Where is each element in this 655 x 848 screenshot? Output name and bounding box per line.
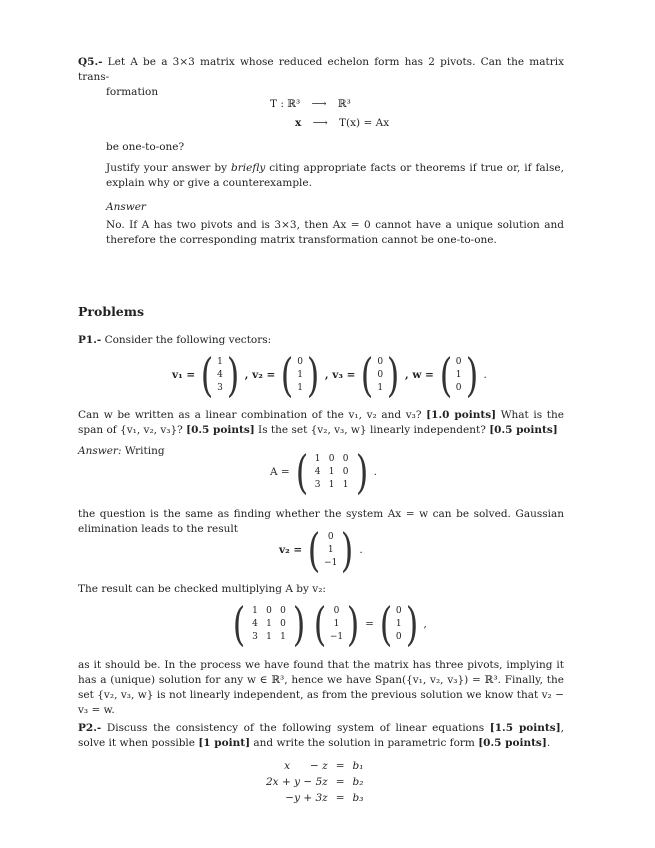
p2-eq2-sign: = (335, 776, 345, 788)
check-entry: 1 (266, 631, 272, 642)
p1-v2-res-vector (305, 523, 356, 577)
v3-entry: 0 (377, 369, 384, 380)
v1-entry: 3 (217, 382, 223, 393)
p1-w-name: , w = (405, 368, 434, 381)
p1-v3-entries (376, 356, 384, 395)
p1-v1-name: v₁ = (172, 368, 196, 381)
v2-entry: 1 (297, 369, 303, 380)
q5-map-line1 (270, 97, 351, 112)
p1-vectors (172, 348, 487, 402)
p1-v1-entries (216, 356, 224, 395)
p1-conclusion: as it should be. In the process we have found that the matrix has three pivots, implying it has a (unique) solution for any w ∈ ℝ³, hence we have Span({v₁, v₂, v₃}) = ℝ³. Finally, the set {v₂, v₃, w} is not linearly independent, as from the previous solution we know that v₂ − v₃ = w. (78, 659, 564, 716)
q5-continuation (106, 140, 564, 248)
p1-points-c: [0.5 points] (489, 424, 558, 436)
p1-v2-name: , v₂ = (244, 368, 276, 381)
question-q5 (78, 55, 564, 100)
p2-points-c: [0.5 points] (478, 737, 547, 749)
p1-check-matrix (230, 597, 308, 651)
check-res-entry: 0 (395, 605, 402, 616)
period: . (373, 465, 377, 478)
q5-line1: Let A be a 3×3 matrix whose reduced echelon form has 2 pivots. Can the matrix trans- (78, 56, 564, 83)
p1-v1-vector (198, 348, 242, 402)
paren-right: ) (405, 597, 418, 651)
paren-right: ) (355, 445, 368, 499)
q5-answer-label: Answer (106, 201, 146, 213)
w-entry: 0 (455, 356, 462, 367)
q5-map-R3: ℝ³ (337, 98, 351, 110)
paren-right: ) (292, 597, 306, 651)
p1-v2-res-name: v₂ = (279, 543, 303, 556)
A-entry: 0 (342, 466, 349, 477)
v2-entry: 0 (297, 356, 303, 367)
paren-left: ( (439, 348, 453, 402)
v2-entry: 1 (297, 382, 303, 393)
paren-left: ( (200, 348, 214, 402)
p1-v2-result (279, 523, 363, 577)
p2-text-d: . (546, 737, 551, 749)
p2-eq3 (262, 790, 367, 806)
p1-A-name: A = (270, 465, 290, 478)
p1-A-matrix (293, 445, 371, 499)
A-entry: 1 (342, 479, 349, 490)
p2-eq1 (262, 758, 367, 774)
p1-points-b: [0.5 points] (186, 424, 255, 436)
paren-left: ( (307, 523, 321, 577)
check-entry: 0 (266, 605, 272, 616)
p2-statement (78, 721, 564, 751)
paren-right: ) (306, 348, 320, 402)
p2-eq2-rhs: b₂ (352, 776, 364, 788)
p1-v3-name: , v₃ = (324, 368, 356, 381)
p1-w-vector (437, 348, 481, 402)
q5-map-x: x (295, 117, 302, 129)
A-entry: 1 (314, 453, 321, 464)
p1-intro-text: Consider the following vectors: (104, 334, 272, 346)
p2-eq2 (262, 774, 367, 790)
v1-entry: 1 (217, 356, 223, 367)
p1-v2-vector (278, 348, 322, 402)
q5-answer-text: No. If A has two pivots and is 3×3, then Ax = 0 cannot have a unique solution and therefore the corresponding matrix transformation cannot be one-to-one. (106, 219, 564, 246)
q5-map-arrow-1: ⟶ (311, 98, 327, 110)
period: . (359, 543, 363, 556)
v3-entry: 0 (377, 356, 384, 367)
paren-right: ) (226, 348, 240, 402)
paren-left: ( (313, 597, 327, 651)
p1-after-A: the question is the same as finding whether the system Ax = w can be solved. Gaussian elimination leads to the result (78, 508, 564, 535)
A-entry: 0 (342, 453, 349, 464)
q5-map-Tx: T(x) = Ax (339, 117, 390, 129)
p1-check-vector (311, 597, 362, 651)
p1-answer-start (78, 444, 165, 459)
p2-eq1-lhs: x − z (284, 760, 328, 772)
q5-label: Q5.- (78, 56, 103, 68)
check-entry: 1 (280, 631, 286, 642)
w-entry: 1 (455, 369, 462, 380)
p1-answer-writing: Writing (121, 445, 165, 457)
check-vec-entry: −1 (329, 631, 344, 642)
p2-text-a: Discuss the consistency of the following system of linear equations (106, 722, 490, 734)
p2-points-b: [1 point] (198, 737, 251, 749)
p1-question-a: Can w be written as a linear combination of the v₁, v₂ and v₃? (78, 409, 427, 421)
p1-check-result (377, 597, 421, 651)
p1-v2-entries (296, 356, 304, 395)
check-vec-entry: 0 (333, 605, 340, 616)
check-entry: 3 (252, 631, 258, 642)
v1-entry: 4 (217, 369, 223, 380)
paren-left: ( (280, 348, 294, 402)
check-entry: 1 (266, 618, 272, 629)
p1-check-text: The result can be checked multiplying A by v₂: (78, 583, 326, 595)
problems-heading: Problems (78, 304, 145, 319)
q5-justify-post: citing appropriate facts or theorems if true or, if false, explain why or give a counterexample. (106, 162, 564, 189)
paren-left: ( (379, 597, 393, 651)
w-entry: 0 (455, 382, 462, 393)
A-entry: 1 (328, 479, 335, 490)
q5-map-T: T : ℝ³ (270, 98, 301, 110)
paren-right: ) (465, 348, 478, 402)
check-res-entry: 1 (395, 618, 402, 629)
check-entry: 0 (280, 605, 286, 616)
paren-left: ( (295, 445, 308, 499)
A-entry: 1 (328, 466, 335, 477)
paren-left: ( (232, 597, 246, 651)
p1-question-c: Is the set {v₂, v₃, w} linearly independent? (254, 424, 490, 436)
paren-right: ) (341, 523, 354, 577)
p2-text-c: and write the solution in parametric form (250, 737, 479, 749)
p2-eq3-rhs: b₃ (352, 792, 364, 804)
p2-label: P2.- (78, 722, 102, 734)
q5-statement (78, 55, 564, 85)
paren-right: ) (386, 348, 400, 402)
paren-right: ) (346, 597, 360, 651)
check-entry: 4 (252, 618, 258, 629)
p1-w-entries (455, 356, 463, 395)
q5-map-line2 (295, 116, 389, 131)
A-entry: 3 (314, 479, 321, 490)
check-vec-entry: 1 (333, 618, 340, 629)
q5-line2: formation (106, 86, 159, 98)
p1-answer-label: Answer: (78, 445, 122, 457)
p1-check-product (230, 597, 427, 651)
p2-eq3-lhs: −y + 3z (285, 792, 328, 804)
p1-v3-vector (358, 348, 402, 402)
p2-text-b: , solve it when possible (78, 722, 565, 749)
p1-check-matrix-entries (248, 605, 290, 644)
q5-justify-em: briefly (231, 162, 266, 174)
p2-eq2-lhs: 2x + y − 5z (266, 776, 328, 788)
p2-eq1-sign: = (335, 760, 345, 772)
v2-res-entry: 0 (327, 531, 334, 542)
p1-matrix-A (270, 445, 377, 499)
q5-question-end: be one-to-one? (106, 141, 185, 153)
check-res-entry: 0 (395, 631, 402, 642)
p2-system (262, 758, 367, 806)
p1-check-vector-entries (329, 605, 344, 644)
check-entry: 1 (252, 605, 258, 616)
p1-A-entries (311, 453, 353, 492)
v3-entry: 1 (377, 382, 384, 393)
A-entry: 4 (314, 466, 321, 477)
check-entry: 0 (280, 618, 286, 629)
p1-v2-res-entries (323, 531, 338, 570)
v2-res-entry: 1 (327, 544, 334, 555)
p1-intro (78, 333, 564, 348)
p1-label: P1.- (78, 334, 102, 346)
paren-left: ( (361, 348, 374, 402)
comma: , (423, 617, 427, 630)
q5-map-arrow-2: ⟶ (312, 117, 328, 129)
p1-points-a: [1.0 points] (426, 409, 497, 421)
A-entry: 0 (328, 453, 335, 464)
p2-eq1-rhs: b₁ (352, 760, 364, 772)
p2-eq3-sign: = (335, 792, 345, 804)
p1-questions (78, 408, 564, 438)
q5-justify-pre: Justify your answer by (106, 162, 232, 174)
v2-res-entry: −1 (324, 557, 338, 568)
equals-sign: = (365, 617, 374, 630)
q5-justify (106, 161, 564, 191)
p1-check-result-entries (395, 605, 403, 644)
period: . (483, 368, 487, 381)
p2-points-a: [1.5 points] (489, 722, 561, 734)
p1-question-b: What is the span of {v₁, v₂, v₃}? (78, 409, 564, 436)
